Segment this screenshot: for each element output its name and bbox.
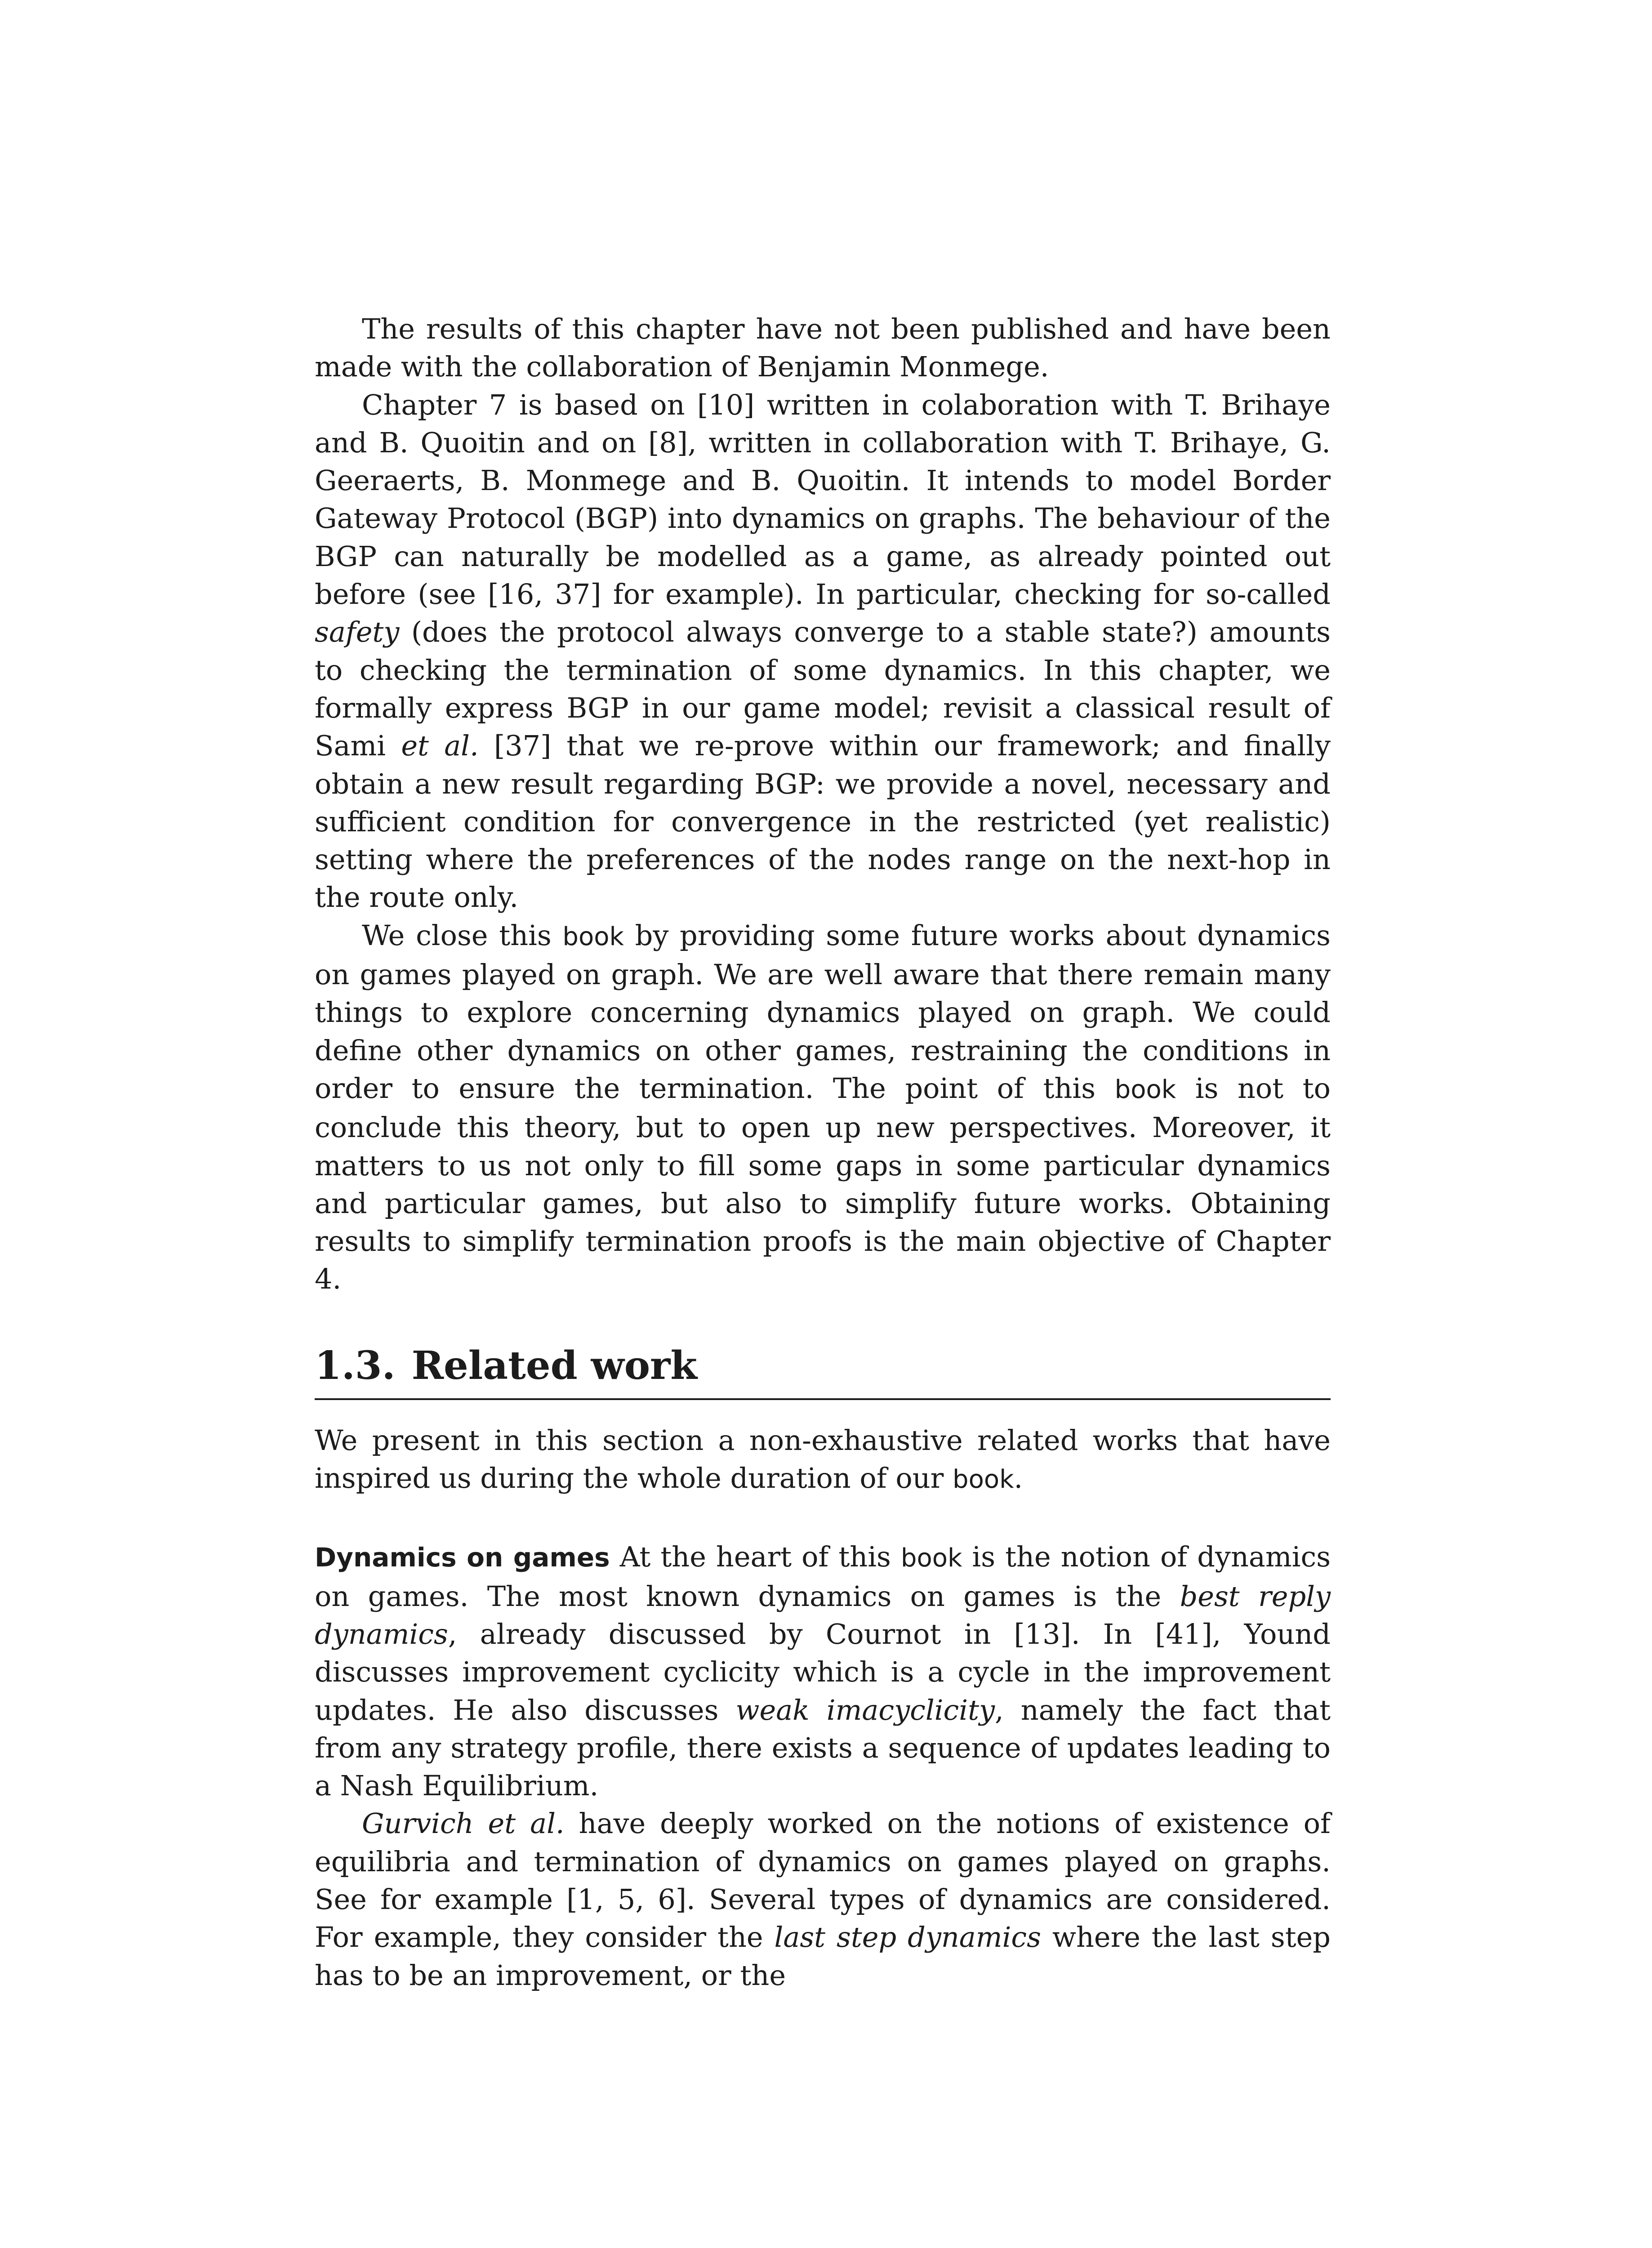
paragraph-text: have deeply worked on the notions of existence of equilibria and termination of dynamics on games played on graphs. See for example [1, 5, 6]. Several types of dynamics are considered. For example, they consider the: [315, 1807, 1331, 1954]
section-number: 1.3.: [315, 1343, 396, 1388]
paragraph-gurvich: [315, 1805, 1331, 1994]
emphasis-best-reply: best reply dynamics: [315, 1579, 1331, 1650]
paragraph-text: [37] that we re-prove within our framework; and finally obtain a new result regarding BGP: we provide a novel, necessary and sufficient condition for convergence in the restricted (yet realistic) setting where the preferences of the nodes range on the next-hop in the route only.: [315, 729, 1331, 914]
paragraph-text: We close this: [362, 919, 563, 952]
paragraph-results-collaboration: The results of this chapter have not been published and have been made with the collaboration of Benjamin Monmege.: [315, 312, 1331, 384]
emphasis-last-step: last step dynamics: [774, 1921, 1041, 1954]
word-book: book: [900, 1543, 962, 1573]
word-book: book: [953, 1465, 1014, 1494]
paragraph-section-intro: [315, 1422, 1331, 1499]
paragraph-text: , namely the fact that from any strategy profile, there exists a sequence of updates leading to a Nash Equilibrium.: [315, 1693, 1331, 1802]
emphasis-et-al: et al.: [401, 729, 479, 763]
paragraph-future-works: [315, 917, 1331, 1298]
section-title: Related work: [411, 1343, 697, 1388]
word-book: book: [562, 922, 624, 951]
section-heading: [315, 1343, 1331, 1400]
paragraph-chapter-7: [315, 386, 1331, 917]
paragraph-text: (does the protocol always converge to a stable state?) amounts to checking the termination of some dynamics. In this chapter, we formally express BGP in our game model; revisit a classical result of Sami: [315, 616, 1331, 763]
paragraph-text: At the heart of this: [610, 1540, 901, 1574]
paragraph-text: where the last step has to be an improvement, or the: [315, 1921, 1331, 1992]
section-related-work: [315, 1343, 1331, 1994]
runin-heading: Dynamics on games: [315, 1542, 610, 1573]
paragraph-text: is the notion of dynamics on games. The most known dynamics on games is the: [315, 1540, 1331, 1613]
paragraph-text: .: [1014, 1462, 1023, 1495]
body-text: [315, 310, 1331, 1994]
paragraph-text: , already discussed by Cournot in [13]. In [41], Yound discusses improvement cyclicity which is a cycle in the improvement updates. He also discusses: [315, 1617, 1331, 1726]
paragraph-text: Chapter 7 is based on [10] written in colaboration with T. Brihaye and B. Quoitin and on [8], written in collaboration with T. Brihaye, G. Geeraerts, B. Monmege and B. Quoitin. It intends to model Border Gateway Protocol (BGP) into dynamics on graphs. The behaviour of the BGP can naturally be modelled as a game, as already pointed out before (see [16, 37] for example). In particular, checking for so-called: [315, 388, 1331, 611]
paragraph-dynamics-on-games: [315, 1538, 1331, 1805]
emphasis-safety: safety: [315, 616, 400, 649]
paragraph-text: is not to conclude this theory, but to open up new perspectives. Moreover, it matters to us not only to fill some gaps in some particular dynamics and particular games, but also to simplify future works. Obtaining results to simplify termination proofs is the main objective of Chapter 4.: [315, 1071, 1331, 1296]
paragraph-text: We present in this section a non-exhaustive related works that have inspired us during the whole duration of our: [315, 1423, 1331, 1495]
word-book: book: [1114, 1075, 1176, 1104]
paragraph-text: by providing some future works about dynamics on games played on graph. We are well aware that there remain many things to explore concerning dynamics played on graph. We could define other dynamics on other games, restraining the conditions in order to ensure the termination. The point of this: [315, 919, 1331, 1105]
emphasis-weak-imacyclicity: weak imacyclicity: [735, 1693, 995, 1726]
emphasis-gurvich: Gurvich et al.: [362, 1807, 565, 1840]
